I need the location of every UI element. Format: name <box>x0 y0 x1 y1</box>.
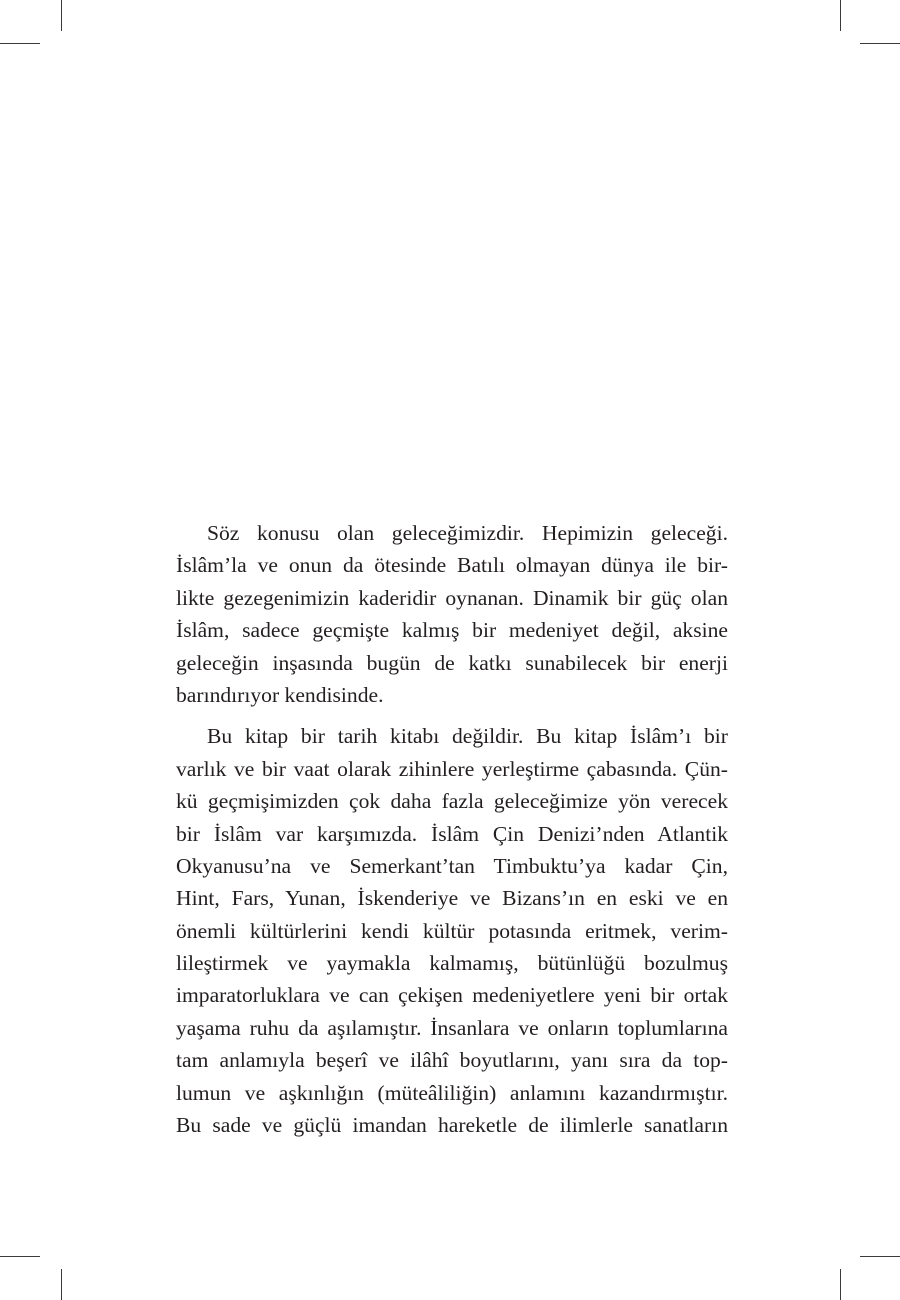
text-line: bir İslâm var karşımızda. İslâm Çin Denizi’nden Atlantik <box>176 821 728 846</box>
text-line: önemli kültürlerini kendi kültür potasında eritmek, verim- <box>176 918 728 943</box>
text-line: Bu sade ve güçlü imandan hareketle de ilimlerle sanatların <box>176 1113 728 1138</box>
paragraph-gap <box>176 711 728 720</box>
text-line: İslâm, sadece geçmişte kalmış bir medeniyet değil, aksine <box>176 618 728 643</box>
text-line: Okyanusu’na ve Semerkant’tan Timbuktu’ya kadar Çin, <box>176 853 728 878</box>
text-line: Hint, Fars, Yunan, İskenderiye ve Bizans’ın en eski ve en <box>176 886 728 911</box>
text-line: İslâm’la ve onun da ötesinde Batılı olmayan dünya ile bir- <box>176 553 728 578</box>
paragraph-2 <box>176 720 728 1141</box>
body-text <box>176 517 728 1141</box>
text-line: tam anlamıyla beşerî ve ilâhî boyutlarını, yanı sıra da top- <box>176 1048 728 1073</box>
text-line: Bu kitap bir tarih kitabı değildir. Bu kitap İslâm’ı bir <box>207 724 728 749</box>
crop-mark-bottom-right-vertical <box>840 1269 841 1300</box>
text-line: likte gezegenimizin kaderidir oynanan. Dinamik bir güç olan <box>176 585 728 610</box>
crop-mark-bottom-right-horizontal <box>860 1256 900 1257</box>
text-line: geleceğin inşasında bugün de katkı sunabilecek bir enerji <box>176 650 728 675</box>
text-line: kü geçmişimizden çok daha fazla geleceğimize yön verecek <box>176 789 728 814</box>
crop-mark-top-right-horizontal <box>860 43 900 44</box>
text-line: imparatorluklara ve can çekişen medeniyetlere yeni bir ortak <box>176 983 728 1008</box>
text-line: varlık ve bir vaat olarak zihinlere yerleştirme çabasında. Çün- <box>176 756 728 781</box>
text-line: lumun ve aşkınlığın (müteâliliğin) anlamını kazandırmıştır. <box>176 1080 728 1105</box>
crop-mark-top-left-horizontal <box>0 43 40 44</box>
crop-mark-bottom-left-vertical <box>61 1269 62 1300</box>
crop-mark-top-left-vertical <box>61 0 62 31</box>
paragraph-1 <box>176 517 728 711</box>
crop-mark-top-right-vertical <box>840 0 841 31</box>
text-line: yaşama ruhu da aşılamıştır. İnsanlara ve onların toplumlarına <box>176 1015 728 1040</box>
text-line: Söz konusu olan geleceğimizdir. Hepimizin geleceği. <box>207 521 728 545</box>
text-line: lileştirmek ve yaymakla kalmamış, bütünlüğü bozulmuş <box>176 951 728 976</box>
crop-mark-bottom-left-horizontal <box>0 1256 40 1257</box>
text-line: barındırıyor kendisinde. <box>176 682 384 707</box>
